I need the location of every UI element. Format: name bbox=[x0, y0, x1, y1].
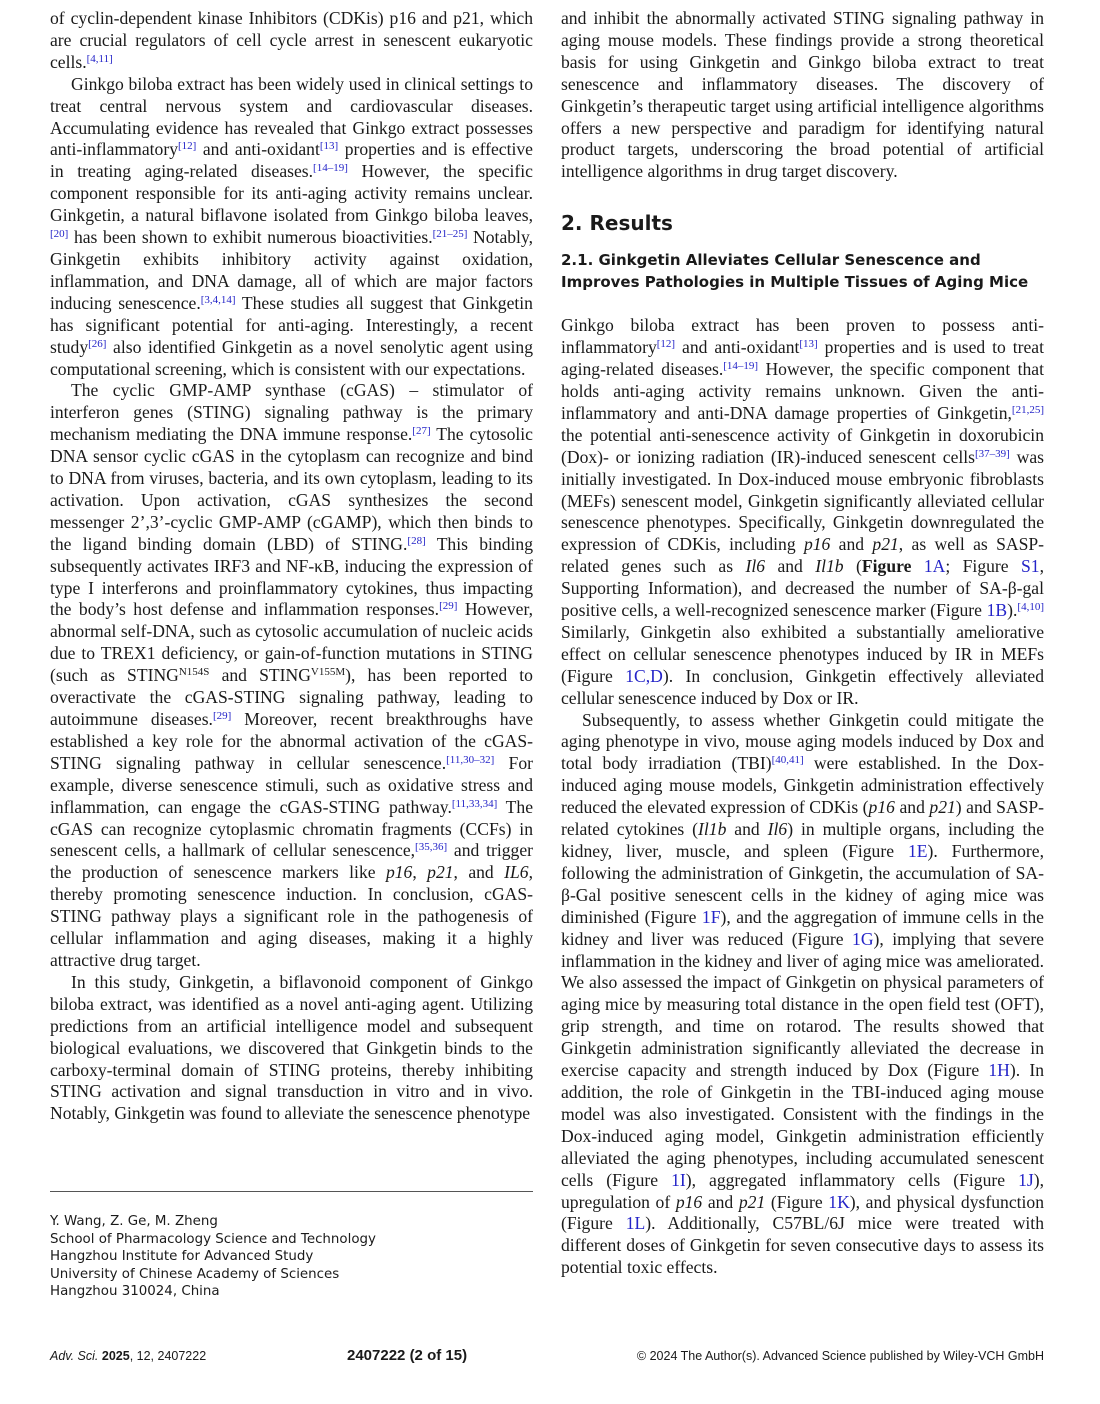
citation-link[interactable]: [26] bbox=[88, 337, 107, 350]
footnote-divider bbox=[50, 1191, 533, 1192]
mutation-superscript: N154S bbox=[178, 666, 210, 679]
figure-link[interactable]: 1G bbox=[852, 928, 874, 949]
citation-link[interactable]: [35,36] bbox=[415, 841, 448, 854]
paragraph: Subsequently, to assess whether Ginkgetin could mitigate the aging phenotype in vivo, mouse aging models induced by Dox and total body irradiation (TBI)[40,41] were established. In the Dox-induced aging mouse models, Ginkgetin administration effectively reduced the elevated expression of CDKis (p16 and p21) and SASP-related cytokines (Il1b and Il6) in multiple organs, including the kidney, liver, muscle, and spleen (Figure 1E). Furthermore, following the administration of Ginkgetin, the accumulation of SA-β-Gal positive senescent cells in the kidney of aging mice was diminished (Figure 1F), and the aggregation of immune cells in the kidney and liver was reduced (Figure 1G), implying that severe inflammation in the kidney and liver of aging mice was ameliorated. We also assessed the impact of Ginkgetin on physical parameters of aging mice by measuring total distance in the open field test (OFT), grip strength, and time on rotarod. The results showed that Ginkgetin administration significantly alleviated the decrease in exercise capacity and strength induced by Dox (Figure 1H). In addition, the role of Ginkgetin in the TBI-induced aging mouse model was also investigated. Consistent with the findings in the Dox-induced aging model, Ginkgetin administration efficiently alleviated the aging phenotypes, including accumulated senescent cells (Figure 1I), aggregated inflammatory cells (Figure 1J), upregulation of p16 and p21 (Figure 1K), and physical dysfunction (Figure 1L). Additionally, C57BL/6J mice were treated with different doses of Ginkgetin for seven consecutive days to assess its potential toxic effects. bbox=[561, 709, 1045, 1278]
citation-link[interactable]: [21–25] bbox=[432, 228, 468, 241]
figure-link[interactable]: 1B bbox=[986, 600, 1008, 621]
affiliation-line: School of Pharmacology Science and Technology bbox=[50, 1231, 376, 1247]
citation-link[interactable]: [12] bbox=[656, 338, 676, 351]
citation-link[interactable]: [28] bbox=[407, 534, 426, 547]
section-heading: 2. Results bbox=[561, 211, 673, 236]
citation-link[interactable]: [3,4,14] bbox=[200, 293, 236, 306]
paragraph: The cyclic GMP-AMP synthase (cGAS) – stimulator of interferon genes (STING) signaling pathway is the primary mechanism mediating the DNA immune response.[27] The cytosolic DNA sensor cyclic cGAS in the cytoplasm can recognize and bind to DNA from viruses, bacteria, and its own cytoplasm, leading to its activation. Upon activation, cGAS synthesizes the second messenger 2’,3’-cyclic GMP-AMP (cGAMP), which then binds to the ligand binding domain (LBD) of STING.[28] This binding subsequently activates IRF3 and NF-κB, inducing the expression of type I interferons and proinflammatory cytokines, thus impacting the body’s host defense and inflammation responses.[29] However, abnormal self-DNA, such as cytosolic accumulation of nucleic acids due to TREX1 deficiency, or gain-of-function mutations in STING (such as $STING^{N154S}$ and $STING^{V155M}$), has been reported to overactivate the cGAS-STING signaling pathway, leading to autoimmune diseases.[29] Moreover, recent breakthroughs have established a key role for the abnormal activation of the cGAS-STING signaling pathway in cellular senescence.[11,30–32] For example, diverse senescence stimuli, such as oxidative stress and inflammation, can engage the cGAS-STING pathway.[11,33,34] The cGAS can recognize cytoplasmic chromatin fragments (CCFs) in senescent cells, a hallmark of cellular senescence,[35,36] and trigger the production of senescence markers like p16, p21, and IL6, thereby promoting senescence induction. In conclusion, cGAS-STING pathway plays a significant role in the pathogenesis of cellular inflammation and aging diseases, making it a highly attractive drug target. bbox=[50, 380, 533, 970]
figure-link[interactable]: 1E bbox=[907, 841, 928, 861]
figure-link[interactable]: 1I bbox=[671, 1169, 686, 1190]
citation-link[interactable]: [11,30–32] bbox=[446, 753, 495, 766]
subsection-heading: 2.1. Ginkgetin Alleviates Cellular Senescence and Improves Pathologies in Multiple Tissues of Aging Mice bbox=[561, 251, 1029, 292]
citation-link[interactable]: [13] bbox=[319, 140, 339, 153]
figure-link[interactable]: 1L bbox=[625, 1213, 646, 1234]
figure-link[interactable]: 1C,D bbox=[625, 665, 663, 686]
left-column bbox=[50, 8, 533, 1125]
affiliation-line: University of Chinese Academy of Sciences bbox=[50, 1266, 340, 1282]
author-affiliation bbox=[50, 1213, 376, 1301]
citation-link[interactable]: [11,33,34] bbox=[451, 797, 498, 810]
mutation-superscript: V155M bbox=[310, 666, 346, 679]
citation-link[interactable]: [4,11] bbox=[86, 52, 113, 65]
citation-link[interactable]: [4,10] bbox=[1017, 601, 1044, 614]
affiliation-line: Hangzhou 310024, China bbox=[50, 1284, 220, 1300]
citation-link[interactable]: [27] bbox=[412, 425, 431, 438]
figure-link[interactable]: 1K bbox=[828, 1191, 850, 1212]
journal-citation: Adv. Sci. 2025, 12, 2407222 bbox=[50, 1349, 207, 1363]
citation-link[interactable]: [37–39] bbox=[975, 447, 1010, 460]
page-number: 2407222 (2 of 15) bbox=[347, 1347, 468, 1364]
paragraph: In this study, Ginkgetin, a biflavonoid component of Ginkgo biloba extract, was identified as a novel anti-aging agent. Utilizing predictions from an artificial intelligence model and subsequent biological evaluations, we discovered that Ginkgetin binds to the carboxy-terminal domain of STING proteins, thereby inhibiting STING activation and signal transduction in vitro and in vivo. Notably, Ginkgetin was found to alleviate the senescence phenotype bbox=[50, 971, 533, 1124]
figure-link[interactable]: 1A bbox=[923, 556, 946, 577]
citation-link[interactable]: [21,25] bbox=[1011, 403, 1044, 416]
citation-link[interactable]: [29] bbox=[212, 710, 232, 722]
figure-link[interactable]: S1 bbox=[1021, 556, 1040, 577]
citation-link[interactable]: [40,41] bbox=[771, 754, 804, 767]
figure-link[interactable]: 1F bbox=[701, 906, 721, 927]
citation-link[interactable]: [14–19] bbox=[723, 360, 759, 373]
paragraph: Ginkgo biloba extract has been proven to possess anti-inflammatory[12] and anti-oxidant[13] properties and is used to treat aging-related diseases.[14–19] However, the specific component that holds anti-aging activity remains unknown. Given the anti-inflammatory and anti-DNA damage properties of Ginkgetin,[21,25] the potential anti-senescence activity of Ginkgetin in doxorubicin (Dox)- or ionizing radiation (IR)-induced senescent cells[37–39] was initially investigated. In Dox-induced mouse embryonic fibroblasts (MEFs) senescent model, Ginkgetin significantly alleviated cellular senescence phenotypes. Specifically, Ginkgetin downregulated the expression of CDKis, including p16 and p21, as well as SASP-related genes such as Il6 and Il1b (Figure 1A; Figure S1, Supporting Information), and decreased the number of SA-β-gal positive cells, a well-recognized senescence marker (Figure 1B).[4,10] Similarly, Ginkgetin also exhibited a substantially ameliorative effect on cellular senescence phenotypes induced by IR in MEFs (Figure 1C,D). In conclusion, Ginkgetin effectively alleviated cellular senescence induced by Dox or IR. bbox=[561, 315, 1045, 708]
right-column bbox=[561, 8, 1044, 1279]
citation-link[interactable]: [12] bbox=[178, 140, 197, 153]
citation-link[interactable]: [20] bbox=[50, 228, 69, 241]
figure-link[interactable]: 1J bbox=[1018, 1169, 1034, 1190]
paragraph: Ginkgo biloba extract has been widely used in clinical settings to treat central nervous system and cardiovascular diseases. Accumulating evidence has revealed that Ginkgo extract possesses anti-inflammatory[12] and anti-oxidant[13] properties and is effective in treating aging-related diseases.[14–19] However, the specific component responsible for its anti-aging activity remains unclear. Ginkgetin, a natural biflavone isolated from Ginkgo biloba leaves,[20] has been shown to exhibit numerous bioactivities.[21–25] Notably, Ginkgetin exhibits inhibitory activity against oxidation, inflammation, and DNA damage, all of which are major factors inducing senescence.[3,4,14] These studies all suggest that Ginkgetin has significant potential for anti-aging. Interestingly, a recent study[26] also identified Ginkgetin as a novel senolytic agent using computational screening, which is consistent with our expectations. bbox=[50, 73, 533, 379]
citation-link[interactable]: [13] bbox=[799, 338, 818, 351]
paragraph: and inhibit the abnormally activated STING signaling pathway in aging mouse models. These findings provide a strong theoretical basis for using Ginkgetin and Ginkgo biloba extract to treat senescence and inflammatory diseases. The discovery of Ginkgetin’s therapeutic target using artificial intelligence algorithms offers a new perspective and paradigm for identifying natural product targets, underscoring the broad potential of artificial intelligence algorithms in drug target discovery. bbox=[561, 8, 1044, 182]
figure-link[interactable]: 1H bbox=[988, 1060, 1010, 1081]
affiliation-line: Hangzhou Institute for Advanced Study bbox=[50, 1249, 314, 1265]
citation-link[interactable]: [14–19] bbox=[313, 162, 348, 175]
copyright-notice: © 2024 The Author(s). Advanced Science published by Wiley-VCH GmbH bbox=[636, 1349, 1044, 1363]
author-names: Y. Wang, Z. Ge, M. Zheng bbox=[50, 1214, 218, 1229]
paragraph: of cyclin-dependent kinase Inhibitors (CDKis) p16 and p21, which are crucial regulators of cell cycle arrest in senescent eukaryotic cells.[4,11] bbox=[50, 8, 533, 72]
citation-link[interactable]: [29] bbox=[439, 600, 458, 613]
page-footer bbox=[50, 1347, 1044, 1367]
